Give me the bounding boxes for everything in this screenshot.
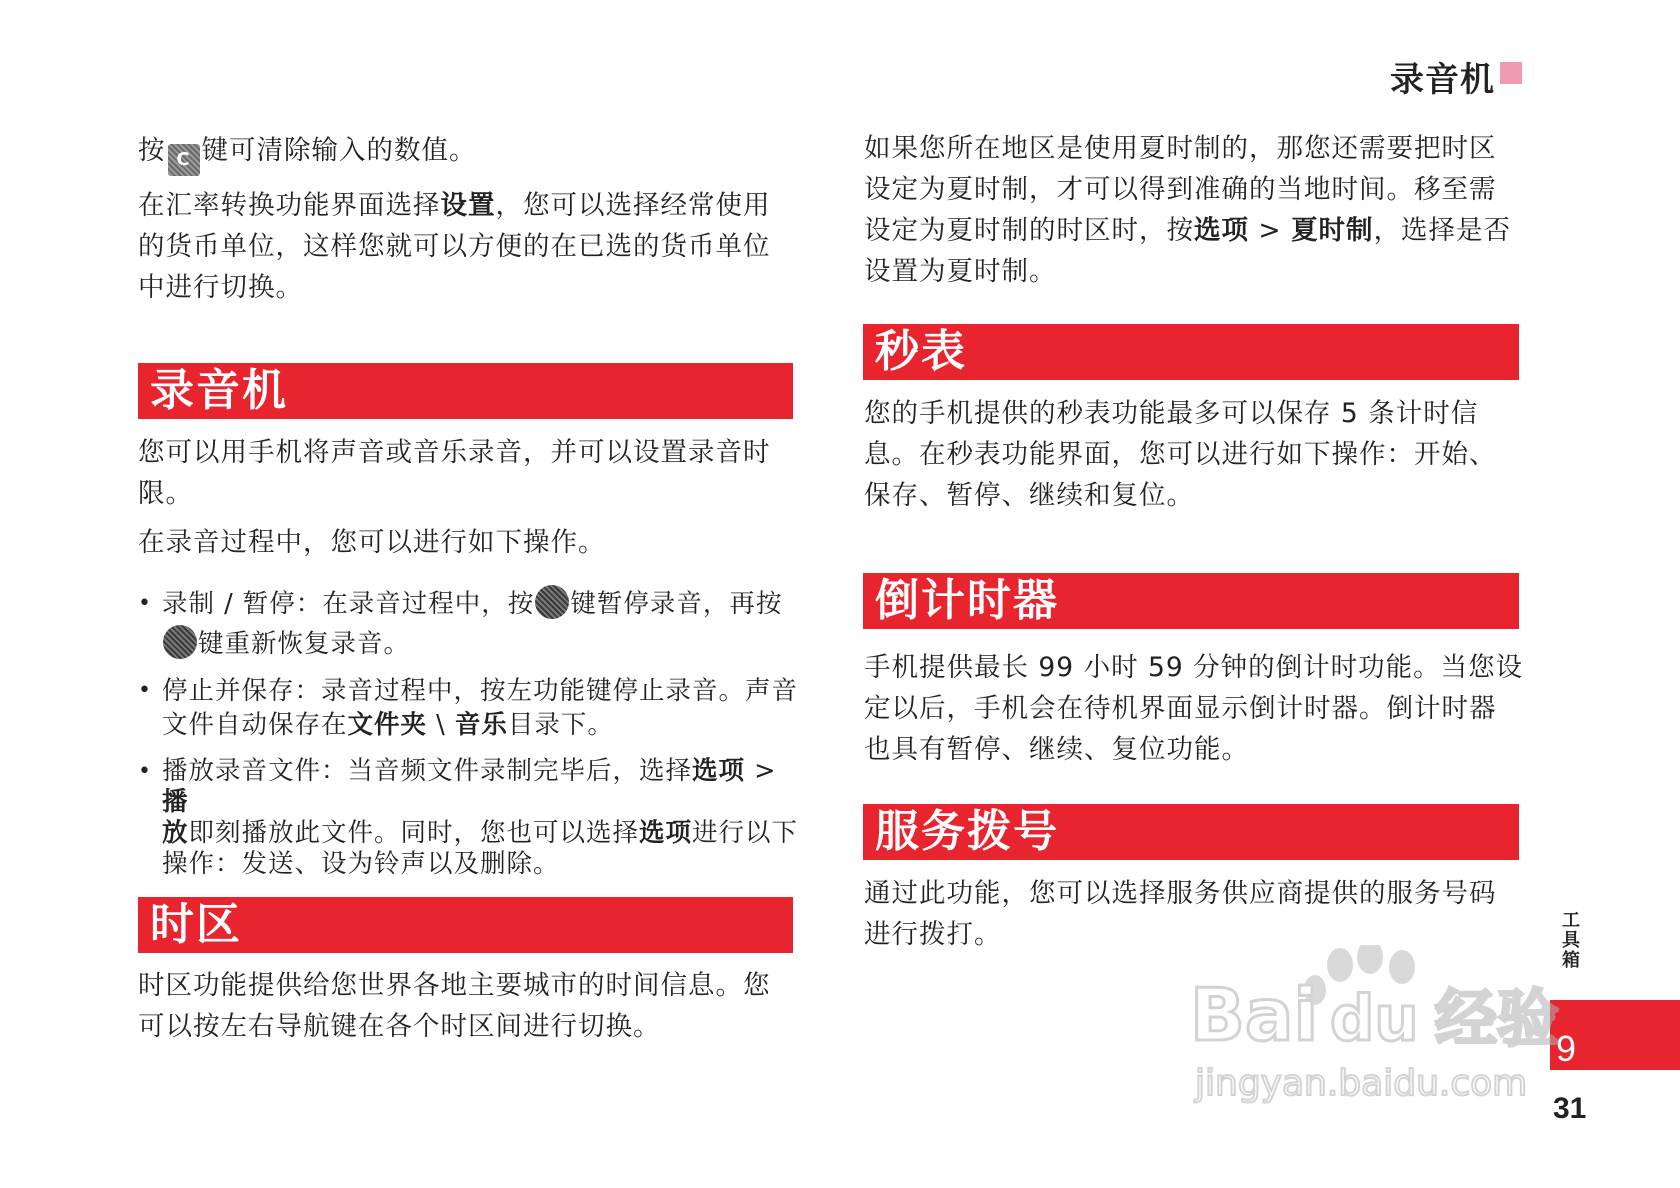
center-key-icon [535,585,569,619]
timezone-line2: 可以按左右导航键在各个时区间进行切换。 [138,1011,661,1042]
bullet1-text-c: 键重新恢复录音。 [198,629,411,659]
dst-line1: 如果您所在地区是使用夏时制的，那您还需要把时区 [864,133,1497,164]
path-separator: \ [427,710,455,740]
timezone-line1: 时区功能提供给您世界各地主要城市的时间信息。您 [138,970,771,1001]
menu-arrow: > [745,756,777,786]
service-dial-section-heading: 服务拨号 [863,804,1519,860]
bullet2-text-c: 目录下。 [507,710,614,740]
dst-term: 夏时制 [1291,215,1374,246]
baidu-jingyan-watermark [1190,945,1590,1125]
chapter-side-label: 工具箱 [1559,910,1580,970]
countdown-line1: 手机提供最长 99 小时 59 分钟的倒计时功能。当您设 [864,652,1524,683]
stopwatch-line3: 保存、暂停、继续和复位。 [864,480,1194,511]
currency-line2: 的货币单位，这样您就可以方便的在已选的货币单位 [138,231,771,262]
stopwatch-section-heading: 秒表 [863,324,1519,380]
clear-text-before: 按 [138,135,166,166]
service-line2: 进行拨打。 [864,919,1002,950]
dst-line2: 设定为夏时制，才可以得到准确的当地时间。移至需 [864,174,1497,205]
bullet1-text-a: 录制 / 暂停：在录音过程中，按 [162,589,535,619]
recorder-ops-paragraph: 在录音过程中，您可以进行如下操作。 [138,527,606,558]
recorder-ops-list [138,584,803,880]
watermark-brand: Bai [1190,973,1319,1057]
list-item [138,674,803,742]
bullet3-text-a: 播放录音文件：当音频文件录制完毕后，选择 [162,756,693,786]
page-number: 31 [1553,1092,1587,1125]
currency-line1-b: ，您可以选择经常使用 [495,190,771,221]
settings-term: 设置 [440,190,496,221]
options-term-2: 选项 [639,818,693,848]
recorder-intro-paragraph [138,432,798,514]
running-header-title: 录音机 [1390,60,1495,100]
countdown-section-heading: 倒计时器 [863,573,1519,629]
recorder-intro-line2: 限。 [138,478,193,509]
currency-line1-a: 在汇率转换功能界面选择 [138,190,441,221]
options-term: 选项 [692,756,746,786]
currency-settings-paragraph [138,185,798,308]
clear-text-after: 键可清除输入的数值。 [201,135,477,166]
timezone-paragraph [138,965,798,1047]
bullet3-text-c: 进行以下 [692,818,799,848]
bullet1-text-b: 键暂停录音，再按 [570,589,783,619]
watermark-brand-2: du [1330,982,1419,1055]
dst-line3-b: ，选择是否 [1373,215,1512,246]
service-dial-paragraph [864,873,1524,955]
c-key-icon: C [168,144,200,176]
watermark-suffix: 经验 [1435,982,1560,1055]
chapter-number: 9 [1556,1028,1577,1069]
stopwatch-line1: 您的手机提供的秒表功能最多可以保存 5 条计时信 [864,398,1479,429]
countdown-paragraph [864,647,1524,770]
bullet2-text-b: 文件自动保存在 [162,710,348,740]
dst-line3-a: 设定为夏时制的时区时，按 [864,215,1194,246]
countdown-line2: 定以后，手机会在待机界面显示倒计时器。倒计时器 [864,693,1497,724]
dst-paragraph [864,128,1524,292]
folder-term: 文件夹 [347,710,428,740]
menu-arrow-2: > [1249,215,1292,246]
play-term-part2: 放 [162,818,189,848]
center-key-icon [163,625,197,659]
bullet3-text-d: 操作：发送、设为铃声以及删除。 [162,849,560,879]
service-line1: 通过此功能，您可以选择服务供应商提供的服务号码 [864,878,1497,909]
countdown-line3: 也具有暂停、继续、复位功能。 [864,734,1249,765]
header-accent-square [1500,62,1522,84]
recorder-section-heading: 录音机 [138,363,793,419]
watermark-url: jingyan.baidu.com [1195,1063,1528,1104]
list-item [138,756,803,880]
play-term-part1: 播 [162,787,189,817]
dst-line4: 设置为夏时制。 [864,256,1057,287]
recorder-intro-line1: 您可以用手机将声音或音乐录音，并可以设置录音时 [138,437,771,468]
stopwatch-line2: 息。在秒表功能界面，您可以进行如下操作：开始、 [864,439,1497,470]
currency-line3: 中进行切换。 [138,272,303,303]
clear-input-paragraph [138,130,477,176]
bullet2-text-a: 停止并保存：录音过程中，按左功能键停止录音。声音 [162,676,799,706]
bullet3-text-b: 即刻播放此文件。同时，您也可以选择 [188,818,640,848]
timezone-section-heading: 时区 [138,897,793,953]
stopwatch-paragraph [864,393,1524,516]
music-term: 音乐 [454,710,508,740]
list-item [138,584,803,664]
options-term-3: 选项 [1194,215,1249,246]
